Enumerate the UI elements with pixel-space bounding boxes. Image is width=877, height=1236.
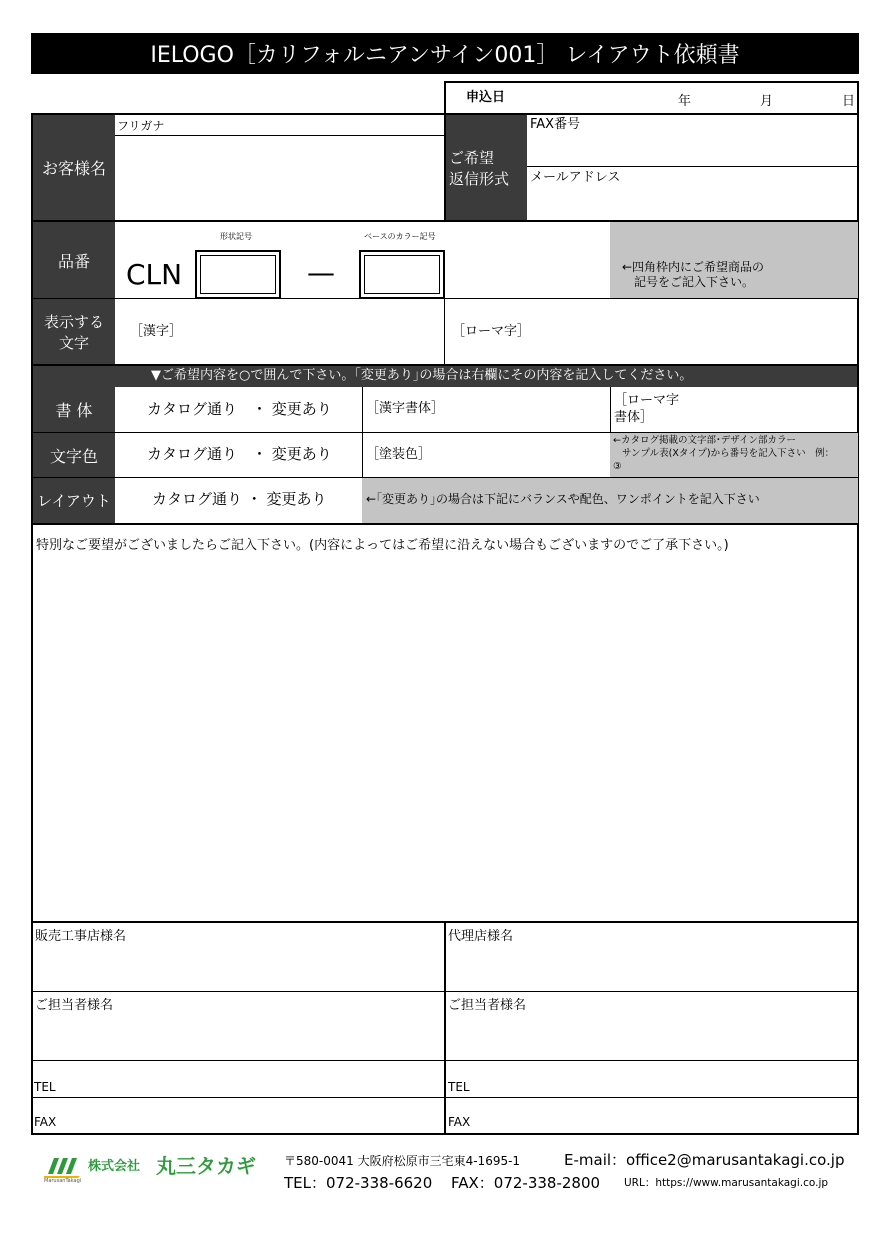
display-text-label-cell xyxy=(33,299,115,364)
reply-label-line1: ご希望 xyxy=(449,148,495,167)
color-label-cell xyxy=(33,433,115,477)
display-text-label-line1: 表示する xyxy=(43,312,104,331)
shape-code-box[interactable] xyxy=(195,250,281,299)
logo-mark-icon xyxy=(44,1154,84,1178)
logo-company-type: 株式会社 xyxy=(88,1159,141,1174)
color-options[interactable]: カタログ通り ・ 変更あり xyxy=(147,445,332,463)
tel-right-field[interactable] xyxy=(474,1062,857,1096)
layout-options[interactable]: カタログ通り ・ 変更あり xyxy=(152,490,327,508)
seller-label: 販売工事店様名 xyxy=(35,929,127,944)
product-note-line2: 記号をご記入下さい。 xyxy=(634,275,755,289)
color-note-cell xyxy=(610,433,858,477)
roman-font-label-line2: 書体］ xyxy=(614,410,654,425)
product-prefix: CLN xyxy=(126,258,183,291)
customer-label: お客様名 xyxy=(41,159,106,178)
customer-name-field[interactable] xyxy=(116,136,444,220)
fax-right-label: FAX xyxy=(448,1115,471,1129)
company-url[interactable]: URL：https://www.marusantakagi.co.jp xyxy=(624,1177,829,1189)
layout-note: ←｢変更あり｣の場合は下記にバランスや配色、ワンポイントを記入下さい xyxy=(366,492,760,506)
font-label-cell xyxy=(33,387,115,432)
layout-label: レイアウト xyxy=(37,492,111,510)
contact-right-field[interactable] xyxy=(447,1015,857,1059)
base-color-code-box[interactable] xyxy=(359,250,445,299)
date-year: 年 xyxy=(678,94,692,109)
email-label: メールアドレス xyxy=(530,170,621,185)
special-request-text: 特別なご要望がございましたらご記入下さい。(内容によってはご希望に沿えない場合もございますのでご了承下さい。) xyxy=(36,538,729,553)
color-note-line2: サンプル表(Xタイプ)から番号を記入下さい 例： xyxy=(622,448,835,459)
product-note-line1: ←四角枠内にご希望商品の xyxy=(622,260,765,274)
logo-company-name: 丸三タカギ xyxy=(156,1154,256,1178)
company-logo xyxy=(44,1152,274,1186)
color-note-line3: ③ xyxy=(613,461,622,472)
customer-label-cell xyxy=(33,115,115,220)
font-options[interactable]: カタログ通り ・ 変更あり xyxy=(147,400,332,418)
color-label: 文字色 xyxy=(49,446,98,466)
email-field[interactable] xyxy=(528,186,857,219)
contact-left-label: ご担当者様名 xyxy=(35,998,114,1013)
product-dash: — xyxy=(307,256,335,289)
kanji-font-label: ［漢字書体］ xyxy=(366,401,445,416)
layout-note-cell xyxy=(362,478,858,523)
page-title: IELOGO［カリフォルニアンサイン001］ レイアウト依頼書 xyxy=(150,43,740,68)
date-day: 日 xyxy=(842,94,856,109)
company-tel: TEL：072-338-6620 xyxy=(284,1174,433,1192)
special-request-area[interactable] xyxy=(31,523,859,923)
company-email[interactable]: E-mail：office2@marusantakagi.co.jp xyxy=(564,1151,845,1169)
instruction-text: ▼ご希望内容を○で囲んで下さい。｢変更あり｣の場合は右欄にその内容を記入してください。 xyxy=(151,368,693,383)
logo-subtext: MarusanTakagi xyxy=(44,1178,82,1184)
roman-text-label: ［ローマ字］ xyxy=(452,324,531,339)
furigana-label: フリガナ xyxy=(117,119,165,133)
fax-number-label: FAX番号 xyxy=(530,117,581,132)
tel-left-label: TEL xyxy=(34,1080,56,1094)
fax-number-field[interactable] xyxy=(528,132,857,166)
font-label: 書 体 xyxy=(55,401,93,420)
shape-code-label: 形状記号 xyxy=(220,232,252,241)
agency-label: 代理店様名 xyxy=(448,929,514,944)
contact-right-label: ご担当者様名 xyxy=(448,998,527,1013)
kanji-text-label: ［漢字］ xyxy=(130,324,183,339)
product-label: 品番 xyxy=(57,251,90,271)
agency-field[interactable] xyxy=(447,946,857,990)
tel-right-label: TEL xyxy=(448,1080,470,1094)
seller-field[interactable] xyxy=(34,946,443,990)
date-month: 月 xyxy=(760,94,774,109)
tel-left-field[interactable] xyxy=(60,1062,443,1096)
company-address: 〒580-0041 大阪府松原市三宅東4-1695-1 xyxy=(284,1154,521,1168)
kanji-text-field[interactable] xyxy=(185,300,443,363)
layout-label-cell xyxy=(33,478,115,523)
reply-label-line2: 返信形式 xyxy=(449,169,510,188)
roman-font-label-line1: ［ローマ字 xyxy=(614,393,680,408)
reply-label-cell xyxy=(445,115,527,220)
roman-text-field[interactable] xyxy=(530,300,857,363)
display-text-label-line2: 文字 xyxy=(58,333,89,352)
contact-left-field[interactable] xyxy=(34,1015,443,1059)
fax-right-field[interactable] xyxy=(474,1099,857,1133)
fax-left-label: FAX xyxy=(34,1115,57,1129)
company-fax: FAX：072-338-2800 xyxy=(451,1174,601,1192)
date-label: 申込日 xyxy=(466,90,506,105)
date-row xyxy=(444,81,859,114)
instruction-bar xyxy=(31,366,859,387)
color-note-line1: ←カタログ掲載の文字部･デザイン部カラー xyxy=(613,435,797,446)
product-note-cell xyxy=(610,222,858,298)
product-label-cell xyxy=(33,222,115,298)
paint-color-label: ［塗装色］ xyxy=(366,447,432,462)
title-bar xyxy=(31,33,859,74)
base-color-code-label: ベースのカラー記号 xyxy=(364,232,436,241)
fax-left-field[interactable] xyxy=(60,1099,443,1133)
